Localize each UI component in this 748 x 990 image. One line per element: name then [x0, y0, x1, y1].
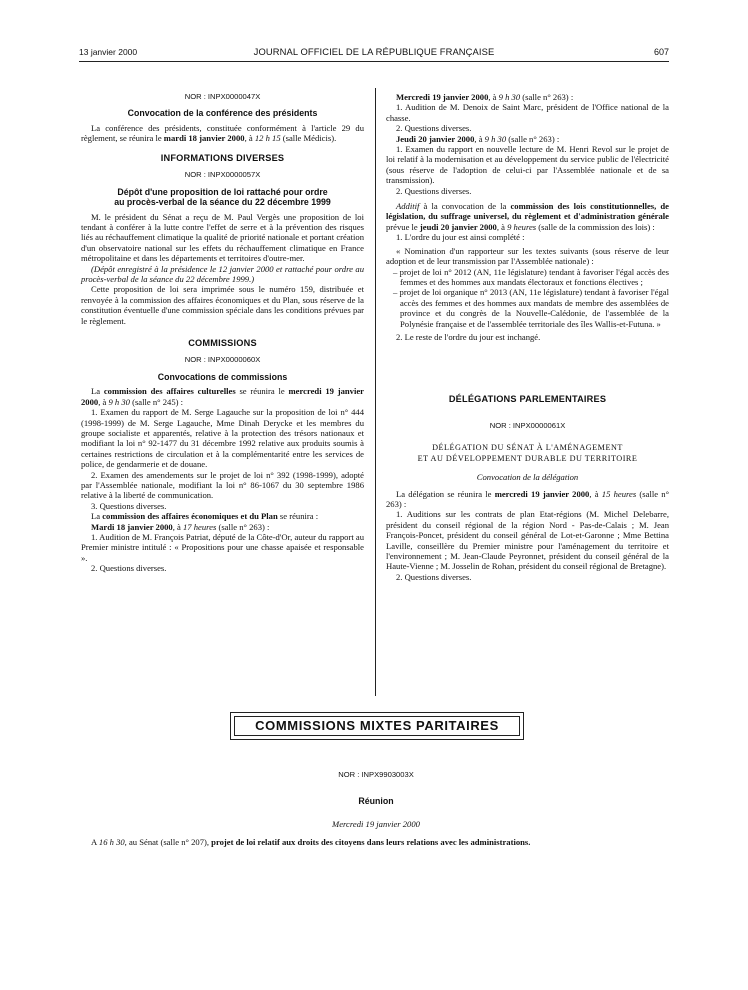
- header-date: 13 janvier 2000: [79, 47, 138, 57]
- cmp-title: COMMISSIONS MIXTES PARITAIRES: [234, 716, 520, 736]
- paragraph: Jeudi 20 janvier 2000, à 9 h 30 (salle n° 263) :: [396, 133, 560, 144]
- list-item: 2. Questions diverses.: [396, 185, 472, 196]
- right-column: [386, 92, 669, 582]
- paragraph: « Nomination d'un rapporteur sur les textes suivants (sous réserve de leur adoption et de leur transmission par l'Assemblée nationale) :: [386, 245, 669, 267]
- paragraph: La conférence des présidents, constituée conformément à l'article 29 du règlement, se réunira le mardi 18 janvier 2000, à 12 h 15 (salle Médicis).: [81, 122, 364, 144]
- paragraph: La commission des affaires culturelles se réunira le mercredi 19 janvier 2000, à 9 h 30 (salle n° 245) :: [81, 386, 364, 407]
- list-item: 2. Le reste de l'ordre du jour est inchangé.: [396, 331, 541, 342]
- column-divider: [375, 88, 376, 696]
- list-item: 2. Questions diverses.: [396, 571, 472, 582]
- reunion-text: A 16 h 30, au Sénat (salle n° 207), projet de loi relatif aux droits des citoyens dans leurs relations avec les administrations.: [91, 837, 531, 848]
- paragraph: Mardi 18 janvier 2000, à 17 heures (salle n° 263) :: [91, 521, 270, 532]
- list-item: 3. Questions diverses.: [91, 500, 167, 511]
- bottom-section: [81, 770, 671, 848]
- heading-convocations: Convocations de commissions: [157, 371, 288, 382]
- delegation-title: DÉLÉGATION DU SÉNAT À L'AMÉNAGEMENT ET AU DÉVELOPPEMENT DURABLE DU TERRITOIRE: [417, 443, 638, 463]
- header-title: JOURNAL OFFICIEL DE LA RÉPUBLIQUE FRANÇAISE: [253, 46, 495, 57]
- page-number: 607: [653, 47, 669, 57]
- list-item: – projet de loi organique n° 2013 (AN, 11e législature) tendant à favoriser l'égal accès des femmes et des hommes aux mandats de membre des assemblées de province et du congrès de la Nouvelle-Calédonie, de l'assemblée de la Polynésie française et de l'assemblée territoriale des îles Wallis-et-Futuna. »: [393, 287, 669, 329]
- nor-reference: NOR : INPX0000047X: [184, 92, 261, 101]
- nor-reference: NOR : INPX0000057X: [184, 170, 261, 180]
- paragraph: (Dépôt enregistré à la présidence le 12 janvier 2000 et rattaché pour ordre au procès-verbal de la séance du 22 décembre 1999.): [81, 263, 364, 284]
- section-commissions: COMMISSIONS: [188, 338, 257, 348]
- list-item: 1. Audition de M. François Patriat, député de la Côte-d'Or, auteur du rapport au Premier ministre intitulé : « Propositions pour une chasse apaisée et responsable ».: [81, 532, 364, 563]
- nor-reference: NOR : INPX9903003X: [338, 770, 414, 779]
- paragraph: La délégation se réunira le mercredi 19 janvier 2000, à 15 heures (salle n° 263) :: [386, 488, 670, 509]
- reunion-date: Mercredi 19 janvier 2000: [332, 818, 420, 829]
- section-delegations: DÉLÉGATIONS PARLEMENTAIRES: [448, 394, 607, 405]
- paragraph: Cette proposition de loi sera imprimée sous le numéro 159, distribuée et renvoyée à la commission des affaires économiques et du Plan, sous réserve de la constitution éventuelle d'une commission spéciale dans les conditions prévues par le règlement.: [81, 284, 364, 326]
- convocation-title: Convocation de la délégation: [476, 472, 579, 483]
- page-header: [79, 47, 669, 61]
- heading-depot: Dépôt d'une proposition de loi rattaché pour ordre au procès-verbal de la séance du 22 décembre 1999: [114, 186, 331, 208]
- paragraph: M. le président du Sénat a reçu de M. Paul Vergès une proposition de loi tendant à conférer à la lutte contre l'effet de serre et à la prévention des risques liés au réchauffement climatique la qualité de priorité nationale et portant création d'un observatoire national sur les effets du réchauffement climatique en France métropolitaine et dans les départements et territoires d'outre-mer.: [81, 211, 364, 264]
- header-rule: [79, 61, 669, 62]
- nor-reference: NOR : INPX0000060X: [184, 355, 261, 365]
- nor-reference: NOR : INPX0000061X: [489, 420, 566, 430]
- list-item: 2. Questions diverses.: [91, 563, 167, 574]
- list-item: 1. Examen du rapport de M. Serge Lagauche sur la proposition de loi n° 444 (1998-1999) de M. Serge Lagauche, Mme Dinah Derycke et les membres du groupe socialiste et apparentés, relative à la protection des trésors nationaux et modifiant la loi n° 92-1477 du 31 décembre 1992 relative aux produits soumis à certaines restrictions de circulation et à la complémentarité entre les services de police, de gendarmerie et de douane.: [81, 407, 364, 470]
- list-item: 2. Questions diverses.: [396, 123, 472, 134]
- list-item: 1. Examen du rapport en nouvelle lecture de M. Henri Revol sur le projet de loi relatif à la modernisation et au développement du service public de l'électricité (sous réserve de l'adoption de celui-ci par l'Assemblée nationale et de sa transmission).: [386, 144, 669, 186]
- list-item: – projet de loi n° 2012 (AN, 11e législature) tendant à favoriser l'égal accès des femmes et des hommes aux mandats électoraux et fonctions électives ;: [393, 266, 669, 287]
- section-informations: INFORMATIONS DIVERSES: [160, 152, 285, 163]
- cmp-title-box: [230, 712, 524, 740]
- left-column: [81, 92, 364, 574]
- reunion-title: Réunion: [358, 796, 394, 807]
- list-item: 1. Auditions sur les contrats de plan Etat-régions (M. Michel Delebarre, président du conseil régional de la région Nord - Pas-de-Calais ; M. Jean François-Poncet, président du conseil général de Lot-et-Garonne ; Mme Bettina Laville, conseillère du Premier ministre pour l'aménagement du territoire et l'environnement ; M. Jean-Claude Peyronnet, président du conseil général de la Haute-Vienne ; M. Josselin de Rohan, président du conseil régional de Bretagne).: [386, 509, 669, 572]
- paragraph: Additif à la convocation de la commission des lois constitutionnelles, de législation, du suffrage universel, du règlement et d'administration générale prévue le jeudi 20 janvier 2000, à 9 heures (salle de la commission des lois) :: [386, 201, 669, 232]
- list-item: 1. Audition de M. Denoix de Saint Marc, président de l'Office national de la chasse.: [386, 102, 669, 123]
- paragraph: La commission des affaires économiques et du Plan se réunira :: [91, 511, 319, 522]
- list-item: 1. L'ordre du jour est ainsi complété :: [396, 232, 525, 243]
- paragraph: Mercredi 19 janvier 2000, à 9 h 30 (salle n° 263) :: [396, 92, 574, 102]
- heading-conference: Convocation de la conférence des présidents: [127, 108, 318, 119]
- list-item: 2. Examen des amendements sur le projet de loi n° 392 (1998-1999), adopté par l'Assemblée nationale, modifiant la loi n° 86-1067 du 30 septembre 1986 relative à la liberté de communication.: [81, 469, 364, 501]
